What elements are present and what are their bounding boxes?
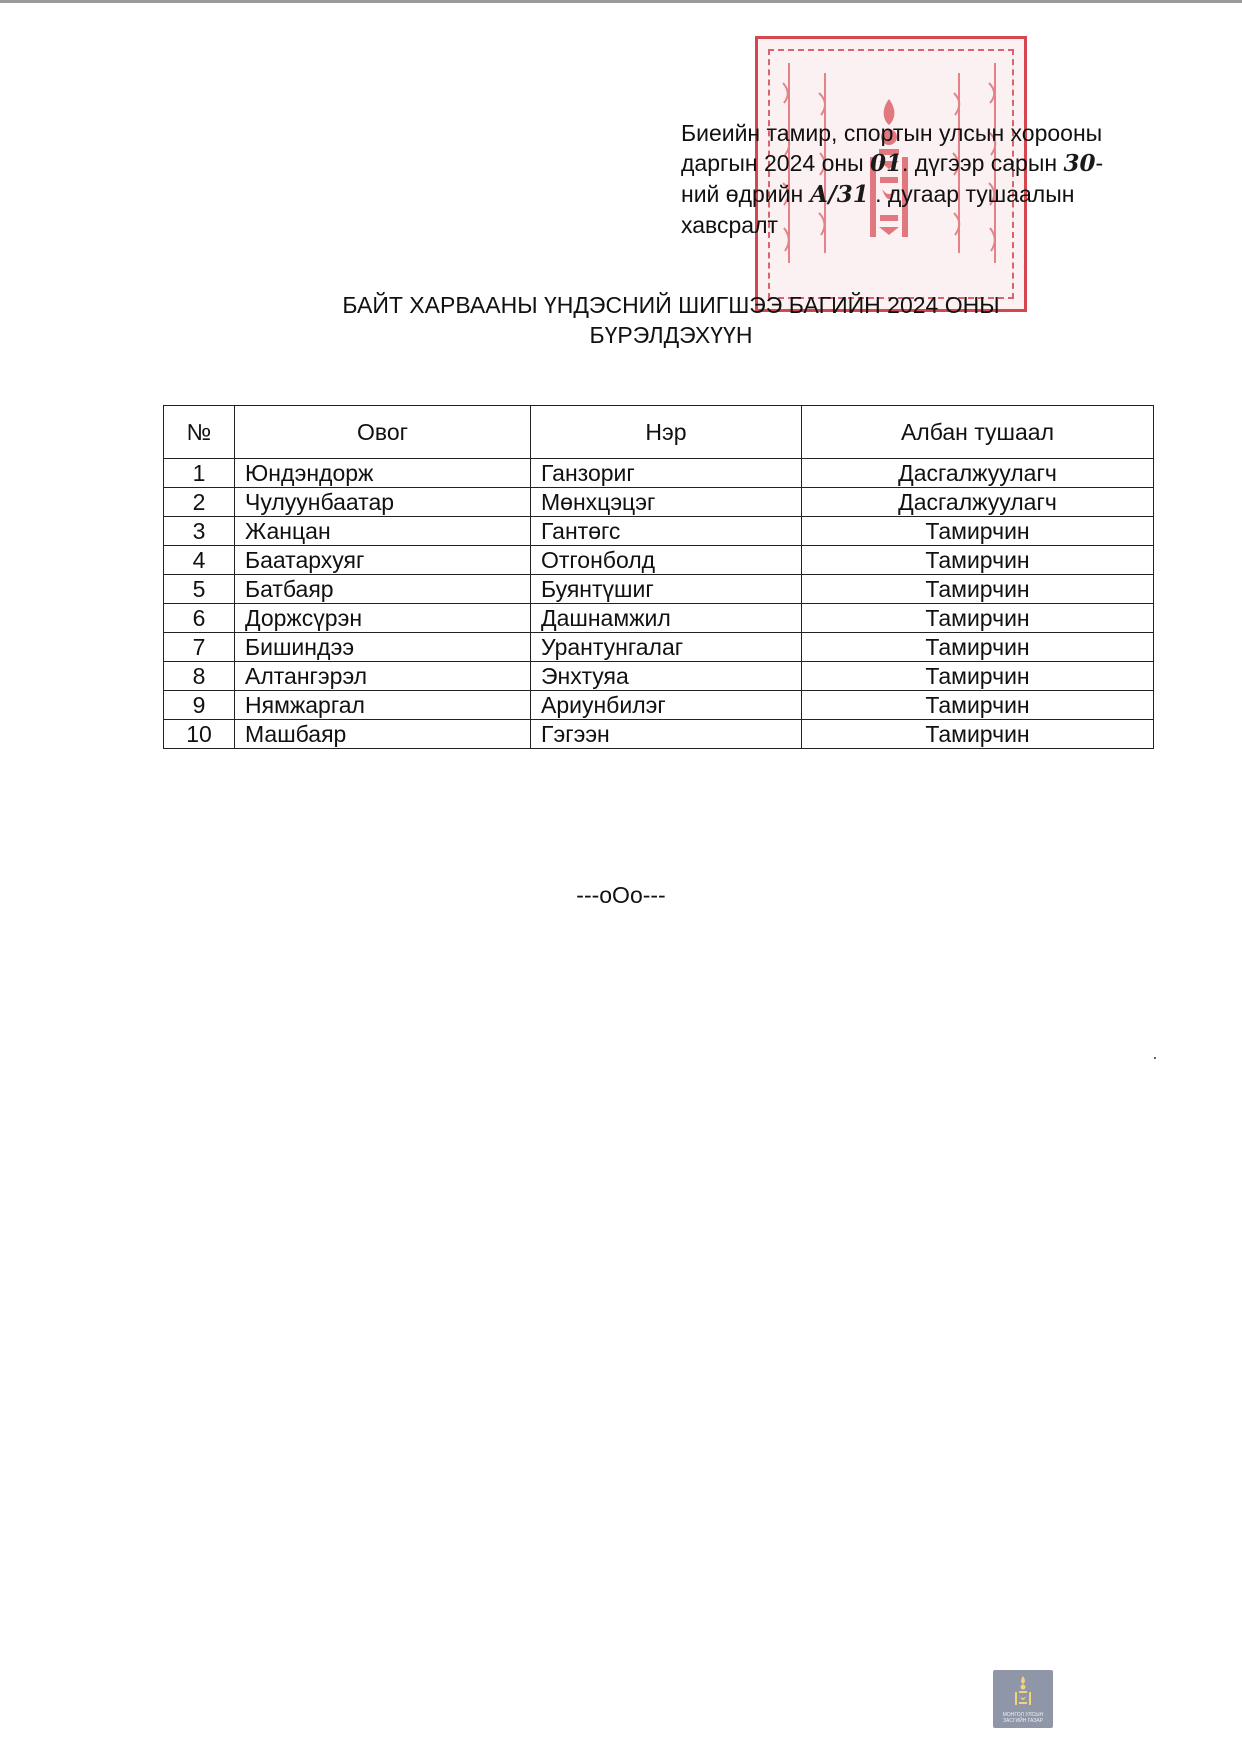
cell-name: Мөнхцэцэг: [531, 488, 802, 517]
cell-surname: Алтангэрэл: [235, 662, 531, 691]
cell-number: 3: [164, 517, 235, 546]
annex-line-1: Биеийн тамир, спортын улсын хорооны: [681, 120, 1103, 146]
cell-number: 8: [164, 662, 235, 691]
table-row: [164, 517, 1154, 546]
logo-text-line-2: ЗАСГИЙН ГАЗАР: [1002, 1718, 1044, 1724]
cell-position: Тамирчин: [802, 633, 1154, 662]
header-surname: Овог: [235, 406, 531, 459]
header-number: №: [164, 406, 235, 459]
cell-name: Урантунгалаг: [531, 633, 802, 662]
annex-line-3: [681, 179, 1172, 210]
annex-line-3-end: . дугаар тушаалын: [875, 181, 1075, 207]
table-row: [164, 459, 1154, 488]
scan-top-edge: [0, 0, 1242, 3]
cell-number: 1: [164, 459, 235, 488]
cell-number: 10: [164, 720, 235, 749]
annex-line-2: даргын 2024 оны 01. дүгээр сарын 30-: [681, 150, 1104, 177]
annex-line-2-start: даргын 2024 оны: [681, 150, 864, 176]
cell-surname: Доржсүрэн: [235, 604, 531, 633]
cell-position: Тамирчин: [802, 604, 1154, 633]
cell-position: Дасгалжуулагч: [802, 459, 1154, 488]
table-row: [164, 604, 1154, 633]
table-row: [164, 546, 1154, 575]
cell-surname: Бишиндээ: [235, 633, 531, 662]
government-logo: [993, 1670, 1053, 1728]
cell-name: Отгонболд: [531, 546, 802, 575]
cell-name: Гантөгс: [531, 517, 802, 546]
cell-surname: Батбаяр: [235, 575, 531, 604]
table-row: [164, 720, 1154, 749]
table-row: [164, 488, 1154, 517]
annex-line-2-end: . дүгээр сарын: [902, 150, 1058, 176]
document-title-line-1: БАЙТ ХАРВААНЫ ҮНДЭСНИЙ ШИГШЭЭ БАГИЙН 2024 ОНЫ: [342, 292, 1000, 318]
table-row: [164, 662, 1154, 691]
soyombo-logo-icon: [1013, 1676, 1033, 1706]
cell-number: 2: [164, 488, 235, 517]
table-row: [164, 691, 1154, 720]
cell-position: Тамирчин: [802, 546, 1154, 575]
cell-surname: Нямжаргал: [235, 691, 531, 720]
cell-name: Ганзориг: [531, 459, 802, 488]
cell-number: 5: [164, 575, 235, 604]
cell-surname: Юндэндорж: [235, 459, 531, 488]
table-row: [164, 633, 1154, 662]
cell-position: Тамирчин: [802, 575, 1154, 604]
cell-surname: Машбаяр: [235, 720, 531, 749]
cell-number: 6: [164, 604, 235, 633]
cell-position: Тамирчин: [802, 662, 1154, 691]
header-name: Нэр: [531, 406, 802, 459]
handwritten-order-number: А/31: [809, 181, 869, 208]
government-logo-text: [993, 1712, 1053, 1724]
document-title-line-2: БҮРЭЛДЭХҮҮН: [589, 322, 753, 348]
cell-surname: Жанцан: [235, 517, 531, 546]
cell-position: Дасгалжуулагч: [802, 488, 1154, 517]
cell-number: 7: [164, 633, 235, 662]
annex-header-text: [681, 118, 1172, 240]
team-roster-table: [163, 405, 1154, 749]
cell-name: Дашнамжил: [531, 604, 802, 633]
cell-name: Ариунбилэг: [531, 691, 802, 720]
document-title: [150, 290, 1192, 350]
handwritten-month: 01: [870, 150, 903, 177]
cell-name: Энхтуяа: [531, 662, 802, 691]
scan-speck: [1154, 1057, 1156, 1059]
cell-surname: Чулуунбаатар: [235, 488, 531, 517]
header-position: Албан тушаал: [802, 406, 1154, 459]
handwritten-day: 30: [1063, 150, 1096, 177]
cell-position: Тамирчин: [802, 691, 1154, 720]
cell-name: Гэгээн: [531, 720, 802, 749]
table-header-row: [164, 406, 1154, 459]
closing-mark: ---oOo---: [576, 882, 666, 908]
cell-surname: Баатархуяг: [235, 546, 531, 575]
logo-text-line-1: МОНГОЛ УЛСЫН: [1002, 1712, 1044, 1718]
annex-line-4: хавсралт: [681, 212, 779, 238]
cell-number: 9: [164, 691, 235, 720]
cell-position: Тамирчин: [802, 720, 1154, 749]
annex-line-3-start: ний өдрийн: [681, 181, 804, 207]
cell-number: 4: [164, 546, 235, 575]
cell-name: Буянтүшиг: [531, 575, 802, 604]
table-row: [164, 575, 1154, 604]
cell-position: Тамирчин: [802, 517, 1154, 546]
